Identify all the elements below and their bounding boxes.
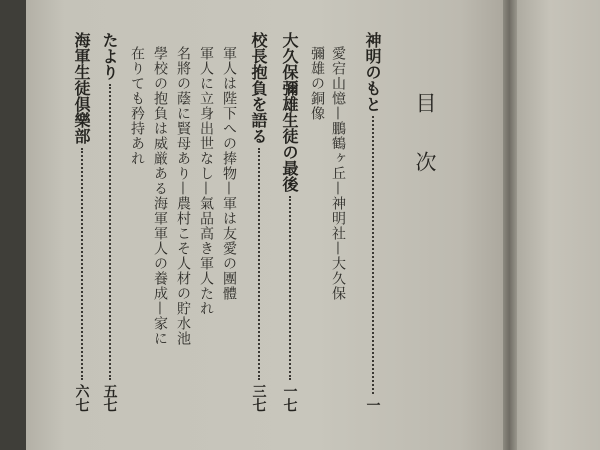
- book-gutter: [503, 0, 517, 450]
- toc-entry-title: 大久保彌雄生徒の最後: [280, 32, 299, 192]
- toc-entry-page: 三七: [250, 384, 267, 412]
- sub-line: 學校の抱負は威厳ある海軍軍人の養成—家に: [152, 46, 168, 346]
- toc-heading: 目次: [413, 92, 437, 210]
- sub-line: 軍人は陛下への捧物—軍は友愛の團體: [221, 46, 237, 301]
- sub-line: 名將の蔭に賢母あり—農村こそ人材の貯水池: [175, 46, 191, 346]
- toc-entry-title: 神明のもと: [363, 32, 382, 112]
- toc-entry-page: 六七: [73, 384, 90, 412]
- toc-entry-title: 海軍生徒倶樂部: [72, 32, 91, 144]
- toc-entry-page: 一七: [281, 384, 298, 412]
- toc-entry: [278, 32, 301, 412]
- toc-entry: [98, 32, 121, 412]
- leader-dots: [109, 84, 111, 380]
- sub-line: 軍人に立身出世なし—氣品高き軍人たれ: [198, 46, 214, 316]
- leader-dots: [258, 148, 260, 380]
- leader-dots: [81, 148, 83, 380]
- leader-dots: [372, 116, 374, 394]
- sub-line: 愛宕山憶—鵬鶴ヶ丘—神明社—大久保: [330, 46, 346, 301]
- toc-entry-title: たより: [100, 32, 119, 80]
- toc-entry: [70, 32, 93, 412]
- toc-entry: [247, 32, 270, 412]
- toc-entry: [361, 32, 384, 412]
- toc-entry-page: 一: [364, 398, 381, 412]
- sub-line: 在りても矜持あれ: [129, 46, 145, 166]
- facing-page: [517, 0, 600, 450]
- toc-entry-title: 校長抱負を語る: [249, 32, 268, 144]
- leader-dots: [289, 196, 291, 380]
- toc-entry-page: 五七: [101, 384, 118, 412]
- sub-line: 彌雄の銅像: [309, 46, 325, 121]
